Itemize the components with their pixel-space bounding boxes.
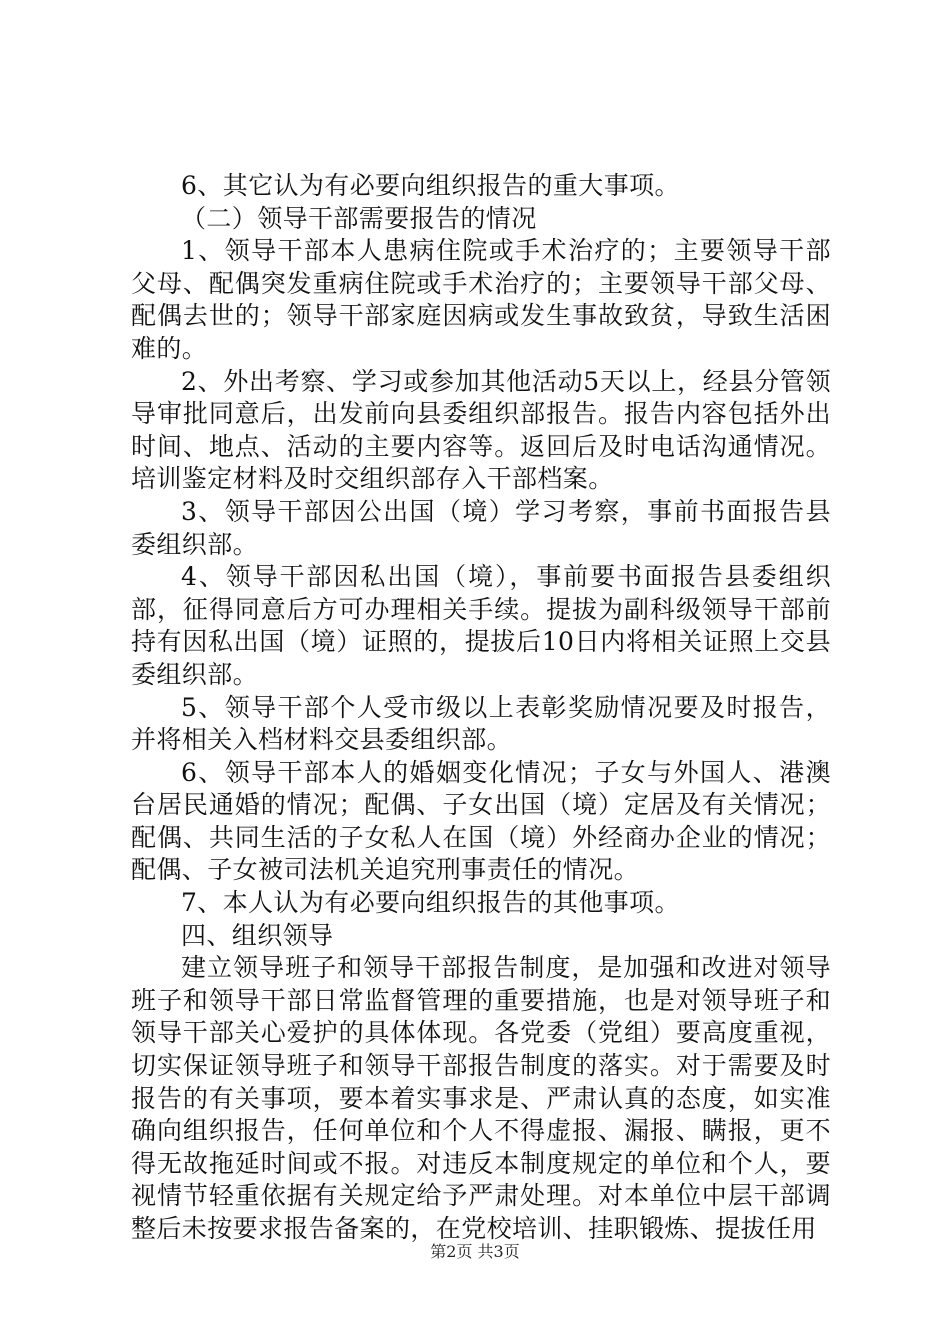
paragraph: 建立领导班子和领导干部报告制度，是加强和改进对领导班子和领导干部日常监督管理的重要措施，也是对领导班子和领导干部关心爱护的具体体现。各党委（党组）要高度重视，切实保证领导班子和领导干部报告制度的落实。对于需要及时报告的有关事项，要本着实事求是、严肃认真的态度，如实准确向组织报告，任何单位和个人不得虚报、漏报、瞒报，更不得无故拖延时间或不报。对违反本制度规定的单位和个人，要视情节轻重依据有关规定给予严肃处理。对本单位中层干部调整后未按要求报告备案的，在党校培训、挂职锻炼、提拔任用 [131,953,831,1243]
section-heading: 四、组织领导 [181,920,334,950]
document-body [131,170,831,1246]
paragraph: 2、外出考察、学习或参加其他活动5天以上，经县分管领导审批同意后，出发前向县委组织部报告。报告内容包括外出时间、地点、活动的主要内容等。返回后及时电话沟通情况。培训鉴定材料及时交组织部存入干部档案。 [131,366,831,494]
paragraph: 4、领导干部因私出国（境），事前要书面报告县委组织部，征得同意后方可办理相关手续。提拔为副科级领导干部前持有因私出国（境）证照的，提拔后10日内将相关证照上交县委组织部。 [131,562,831,689]
paragraph: 3、领导干部因公出国（境）学习考察，事前书面报告县委组织部。 [131,496,831,559]
page-number-footer: 第2页 共3页 [430,1242,520,1261]
paragraph: 6、领导干部本人的婚姻变化情况；子女与外国人、港澳台居民通婚的情况；配偶、子女出国（境）定居及有关情况；配偶、共同生活的子女私人在国（境）外经商办企业的情况；配偶、子女被司法机关追究刑事责任的情况。 [131,757,831,885]
paragraph: 7、本人认为有必要向组织报告的其他事项。 [181,888,680,918]
section-heading: （二）领导干部需要报告的情况 [181,203,537,233]
paragraph: 5、领导干部个人受市级以上表彰奖励情况要及时报告，并将相关入档材料交县委组织部。 [131,692,831,755]
paragraph: 6、其它认为有必要向组织报告的重大事项。 [181,171,680,200]
paragraph: 1、领导干部本人患病住院或手术治疗的；主要领导干部父母、配偶突发重病住院或手术治疗的；主要领导干部父母、配偶去世的；领导干部家庭因病或发生事故致贫，导致生活困难的。 [131,236,831,363]
